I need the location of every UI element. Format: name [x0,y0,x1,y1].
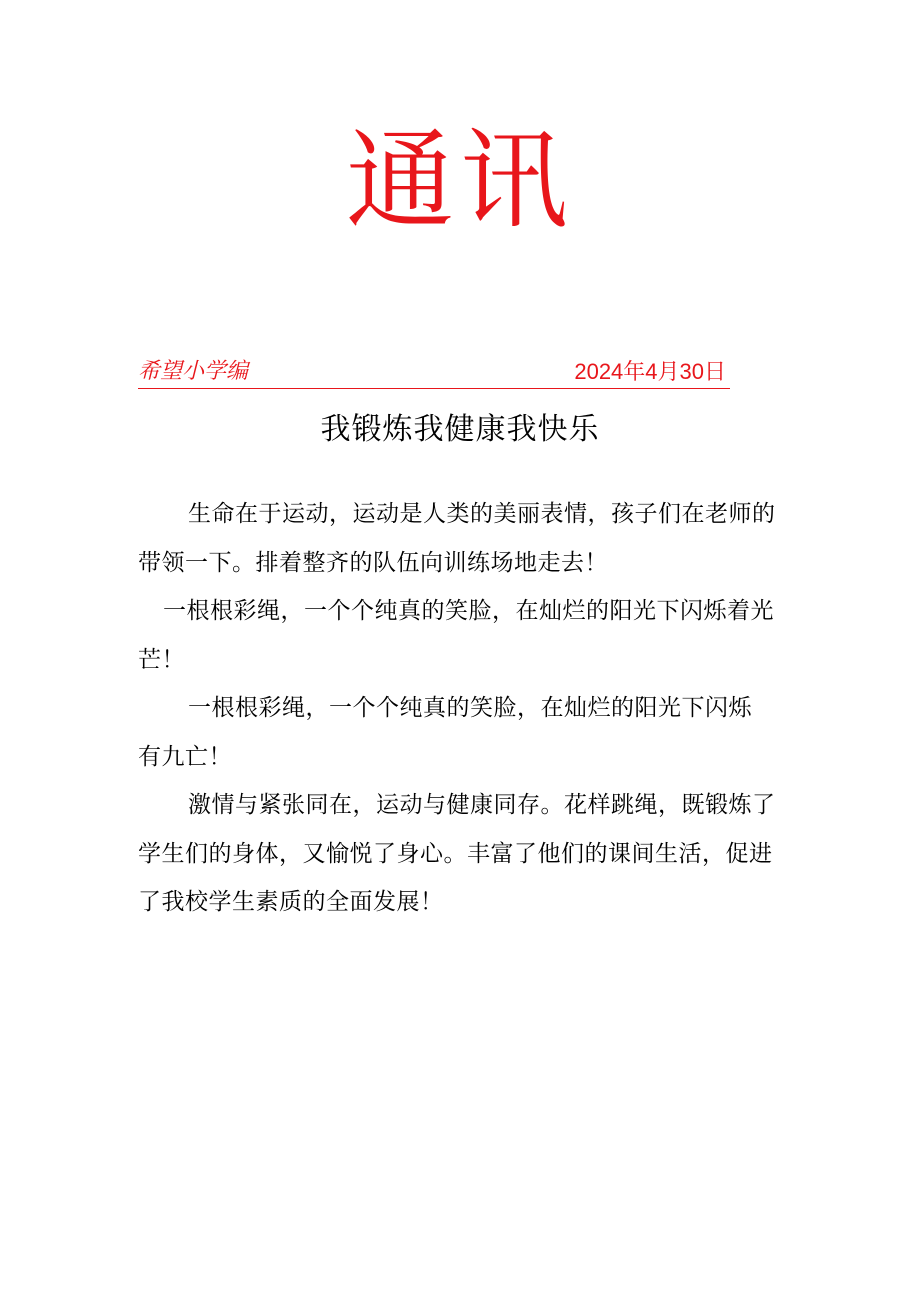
paragraph-line: 一根根彩绳，一个个纯真的笑脸，在灿烂的阳光下闪烁着光 [163,598,774,624]
article-headline: 我锻炼我健康我快乐 [320,412,600,447]
paragraph-line: 学生们的身体，又愉悦了身心。丰富了他们的课间生活，促进 [138,840,773,867]
paragraph-line: 一根根彩绳，一个个纯真的笑脸，在灿烂的阳光下闪烁 [188,695,752,721]
publisher-label: 希望小学编 [138,359,249,384]
paragraph-line: 了我校学生素质的全面发展！ [138,889,444,915]
publication-meta-line [138,354,730,389]
paragraph-line: 有九亡！ [138,743,232,770]
paragraph-line: 带领一下。排着整齐的队伍向训练场地走去！ [138,549,608,576]
publication-date: 2024年4月30日 [574,359,726,384]
masthead-title: 通讯 [345,119,574,244]
paragraph-line: 激情与紧张同在，运动与健康同存。花样跳绳，既锻炼了 [188,792,776,818]
article-body [138,490,778,927]
paragraph-line: 生命在于运动，运动是人类的美丽表情，孩子们在老师的 [188,501,776,527]
paragraph-line: 芒！ [138,646,185,673]
